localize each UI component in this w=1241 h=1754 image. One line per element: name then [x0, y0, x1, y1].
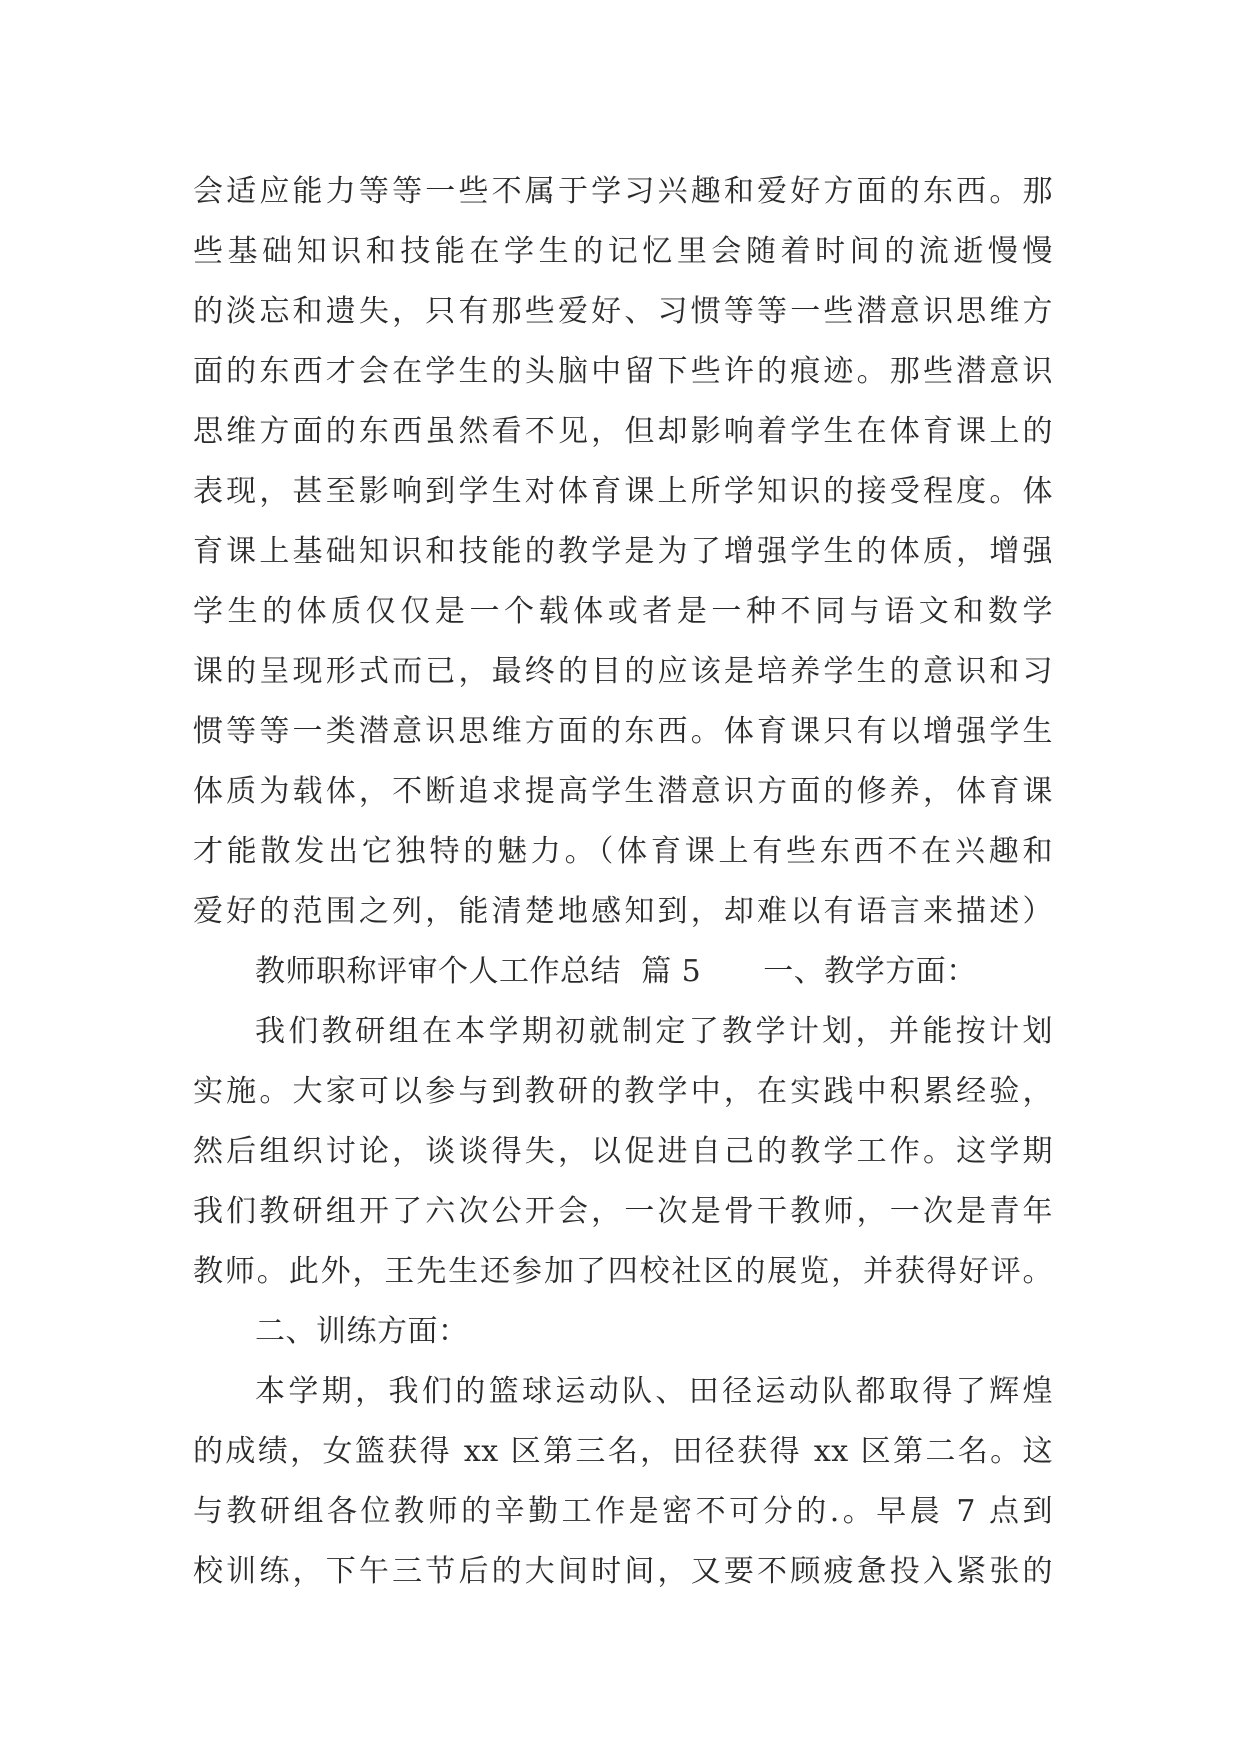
- text-line: 的淡忘和遗失，只有那些爱好、习惯等等一些潜意识思维方: [193, 294, 1053, 329]
- text-line: 实施。大家可以参与到教研的教学中，在实践中积累经验，: [193, 1074, 1053, 1109]
- section-heading: 二、训练方面：: [255, 1314, 469, 1349]
- document-body: [193, 162, 1053, 1602]
- text-line: 些基础知识和技能在学生的记忆里会随着时间的流逝慢慢: [193, 234, 1053, 269]
- text-line: 惯等等一类潜意识思维方面的东西。体育课只有以增强学生: [193, 714, 1053, 749]
- text-line: 面的东西才会在学生的头脑中留下些许的痕迹。那些潜意识: [193, 354, 1053, 389]
- text-line: 我们教研组在本学期初就制定了教学计划，并能按计划: [255, 1014, 1053, 1049]
- text-line: 教师。此外，王先生还参加了四校社区的展览，并获得好评。: [193, 1254, 1053, 1289]
- heading-part: 篇 5: [641, 954, 702, 989]
- text-line: 爱好的范围之列，能清楚地感知到，却难以有语言来描述）: [193, 894, 1053, 929]
- text-line: 本学期，我们的篮球运动队、田径运动队都取得了辉煌: [255, 1374, 1053, 1409]
- text-line: 会适应能力等等一些不属于学习兴趣和爱好方面的东西。那: [193, 174, 1053, 209]
- heading-section: 一、教学方面：: [763, 954, 977, 989]
- text-line: 的成绩，女篮获得 xx 区第三名，田径获得 xx 区第二名。这: [193, 1434, 1053, 1469]
- section-heading: [193, 942, 1053, 1002]
- text-line: 思维方面的东西虽然看不见，但却影响着学生在体育课上的: [193, 414, 1053, 449]
- text-line: 学生的体质仅仅是一个载体或者是一种不同与语文和数学: [193, 594, 1053, 629]
- text-line: 校训练，下午三节后的大间时间，又要不顾疲惫投入紧张的: [193, 1554, 1053, 1589]
- text-line: 表现，甚至影响到学生对体育课上所学知识的接受程度。体: [193, 474, 1053, 509]
- text-line: 才能散发出它独特的魅力。（体育课上有些东西不在兴趣和: [193, 834, 1053, 869]
- text-line: 我们教研组开了六次公开会，一次是骨干教师，一次是青年: [193, 1194, 1053, 1229]
- text-line: 课的呈现形式而已，最终的目的应该是培养学生的意识和习: [193, 654, 1053, 689]
- text-line: 与教研组各位教师的辛勤工作是密不可分的.。早晨 7 点到: [193, 1494, 1053, 1529]
- text-line: 体质为载体，不断追求提高学生潜意识方面的修养，体育课: [193, 774, 1053, 809]
- heading-title: 教师职称评审个人工作总结: [255, 954, 621, 989]
- text-line: 育课上基础知识和技能的教学是为了增强学生的体质，增强: [193, 534, 1053, 569]
- text-line: 然后组织讨论，谈谈得失，以促进自己的教学工作。这学期: [193, 1134, 1053, 1169]
